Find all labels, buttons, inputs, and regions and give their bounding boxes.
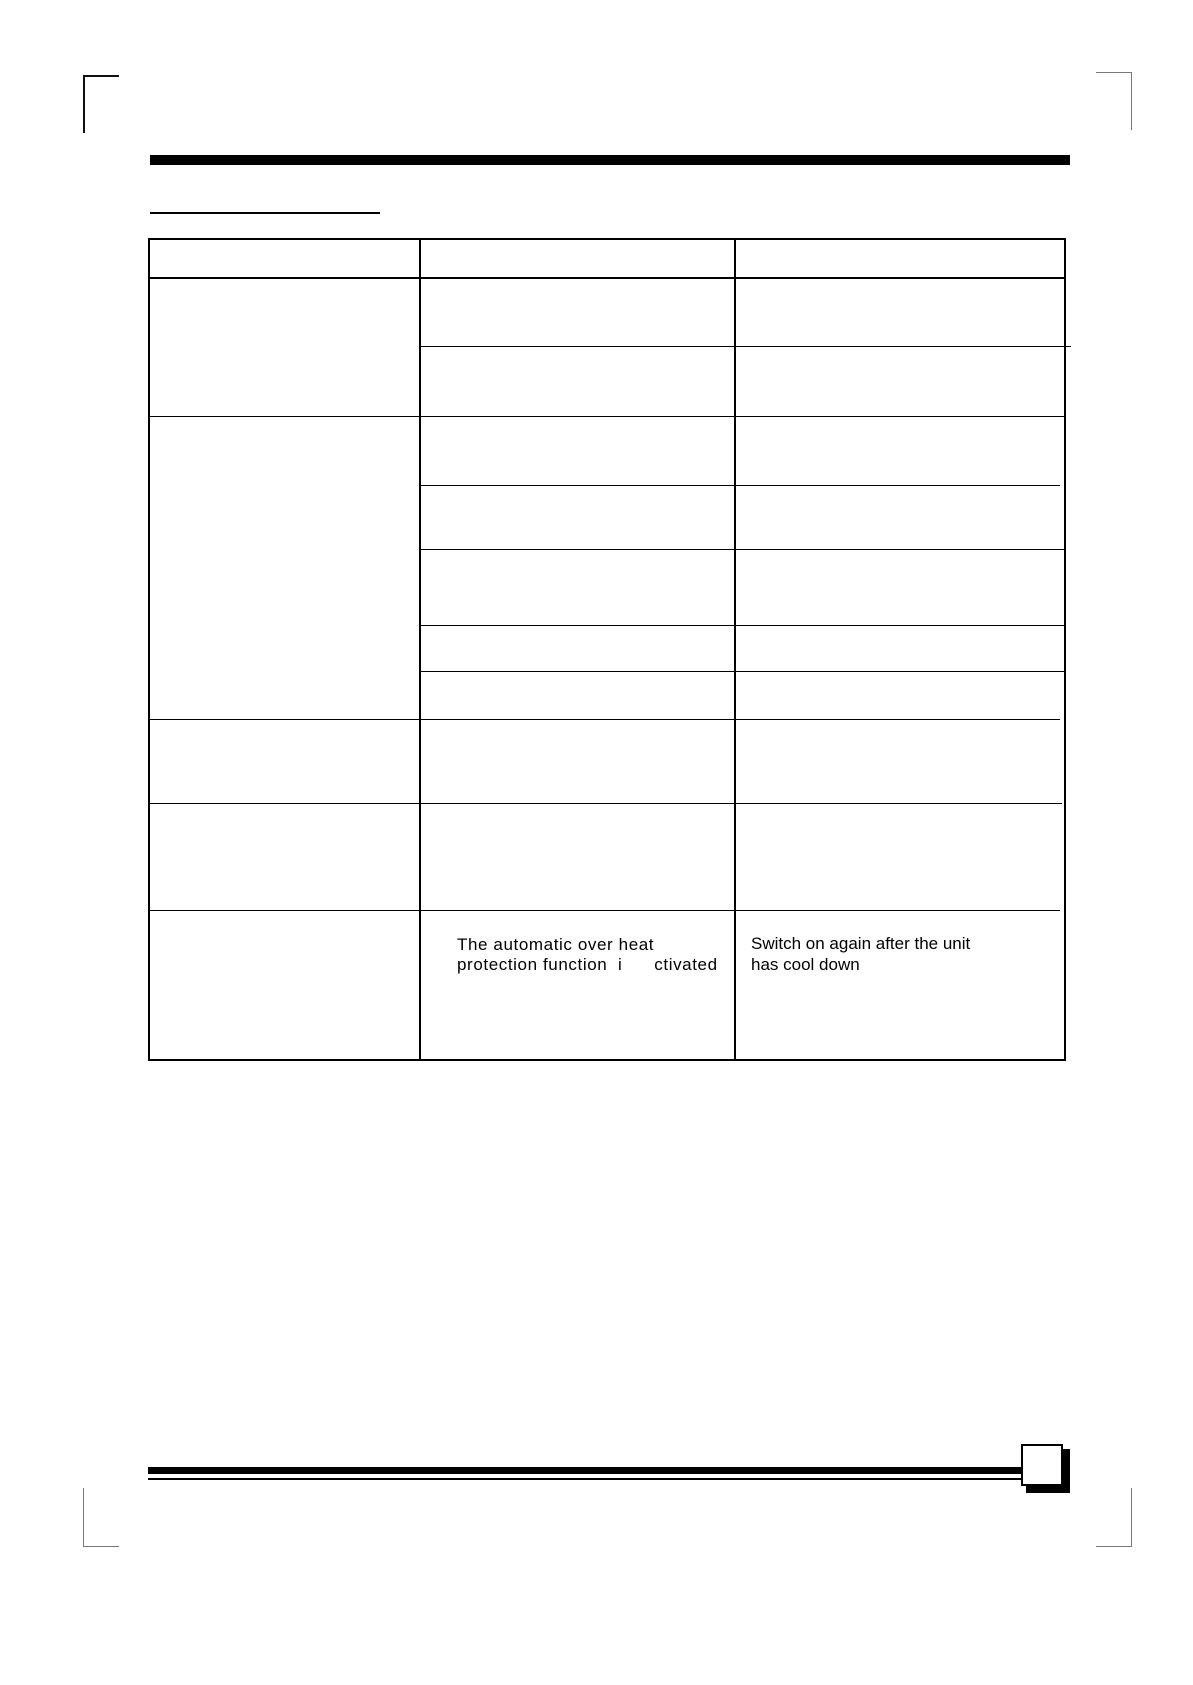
crop-mark-bottom-right-vertical [1131, 1488, 1132, 1546]
crop-mark-bottom-left-horizontal [83, 1546, 119, 1547]
crop-mark-bottom-left-vertical [83, 1488, 84, 1546]
page-number [1023, 1446, 1061, 1484]
row-line [419, 549, 1064, 550]
row-line [148, 803, 1062, 804]
table-divider-col2 [734, 238, 736, 1061]
table-border-right [1064, 238, 1066, 1061]
cell-solution-line: Switch on again after the unit [751, 934, 971, 953]
cell-solution-line: has cool down [751, 955, 860, 974]
row-line [148, 416, 1066, 417]
table-border-left [148, 238, 150, 1061]
crop-mark-top-left-vertical [83, 75, 85, 133]
crop-mark-top-right-vertical [1131, 72, 1132, 130]
footer-rule-thin [148, 1478, 1026, 1480]
table-border-bottom [148, 1059, 1066, 1061]
table-divider-col1 [419, 238, 421, 1061]
crop-mark-top-left-horizontal [83, 75, 119, 77]
table-border-top [148, 238, 1066, 240]
crop-mark-top-right-horizontal [1096, 72, 1132, 73]
row-line [148, 719, 1060, 720]
crop-mark-bottom-right-horizontal [1096, 1546, 1132, 1547]
row-line [419, 485, 1060, 486]
row-line [419, 625, 1064, 626]
row-line [419, 671, 1064, 672]
header-rule [150, 155, 1070, 165]
row-line [148, 910, 1060, 911]
page-number-box [1021, 1444, 1063, 1486]
cell-cause-line: The automatic over heat [457, 935, 655, 954]
row-line [419, 346, 1071, 347]
footer-rule-thick [148, 1467, 1026, 1474]
section-heading-underline [150, 212, 380, 214]
table-header-bottom [148, 277, 1066, 279]
cell-cause-line: protection function i ctivated [457, 955, 718, 974]
